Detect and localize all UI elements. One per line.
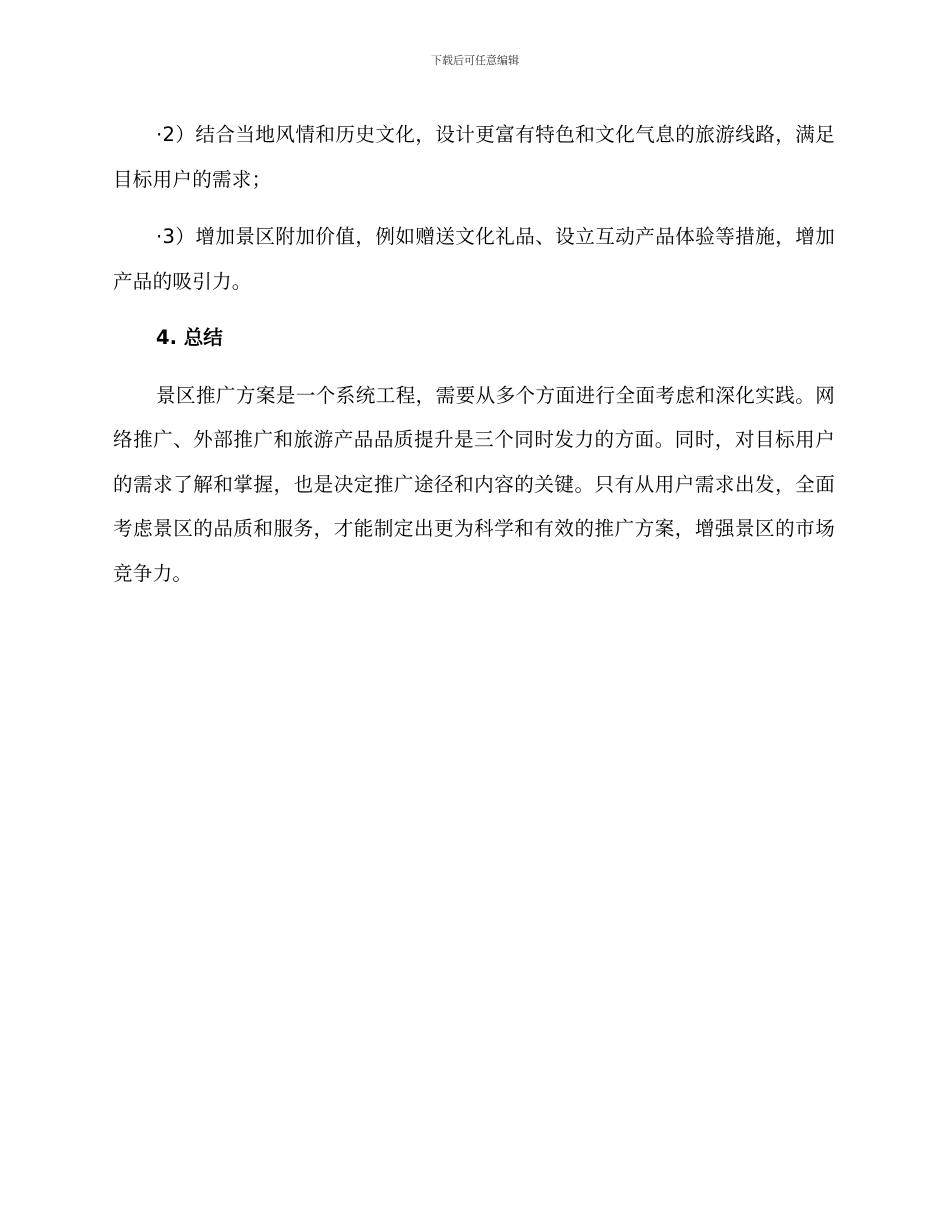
page-header-note: 下载后可任意编辑 [431, 54, 519, 67]
summary-paragraph: 景区推广方案是一个系统工程，需要从多个方面进行全面考虑和深化实践。网络推广、外部推广和旅游产品品质提升是三个同时发力的方面。同时，对目标用户的需求了解和掌握，也是决定推广途径和内容的关键。只有从用户需求出发，全面考虑景区的品质和服务，才能制定出更为科学和有效的推广方案，增强景区的市场竞争力。 [113, 383, 835, 585]
list-item-3: ·3）增加景区附加价值，例如赠送文化礼品、设立互动产品体验等措施，增加产品的吸引力。 [113, 225, 835, 293]
list-item-2: ·2）结合当地风情和历史文化，设计更富有特色和文化气息的旅游线路，满足目标用户的需求； [113, 123, 835, 191]
section-heading-summary: 4. 总结 [156, 326, 223, 349]
document-body [113, 113, 835, 596]
